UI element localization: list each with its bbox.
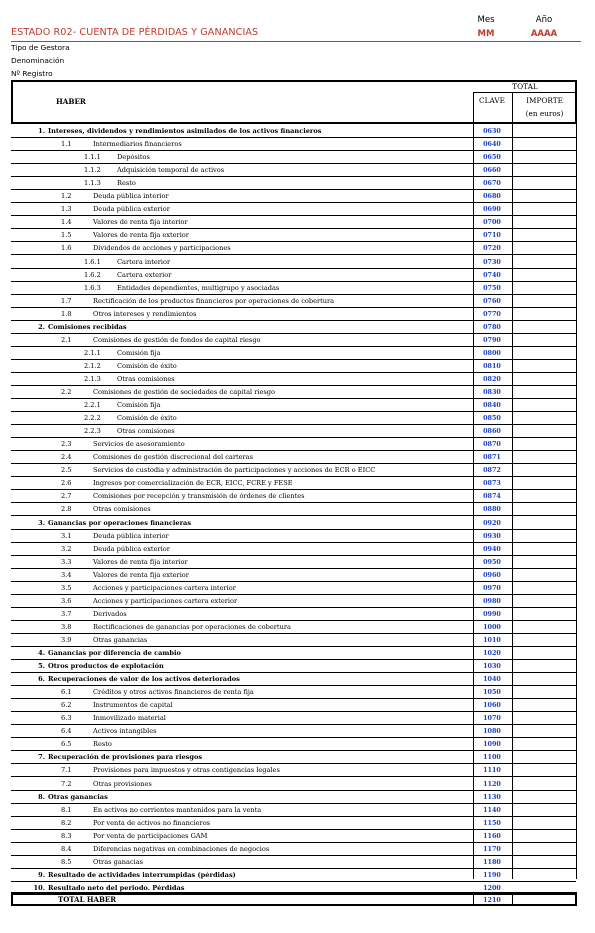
row-number: 2.1.1 (84, 348, 101, 357)
row-label: Adquisición temporal de activos (117, 166, 225, 175)
total-haber-clave: 1210 (483, 896, 501, 904)
row-number: 3.8 (61, 622, 72, 631)
table-row (11, 804, 577, 817)
row-clave: 1020 (483, 649, 501, 657)
ano-label: Año (535, 15, 553, 25)
table-row (11, 712, 577, 725)
row-number: 3.2 (61, 544, 72, 553)
table-row (11, 686, 577, 699)
row-label: Comisiones de gestión de fondos de capital riesgo (93, 335, 261, 344)
row-number: 1.3 (61, 205, 72, 214)
row-label: Otras ganancias (93, 635, 148, 644)
table-row (11, 869, 577, 882)
row-number: 2.5 (61, 466, 72, 475)
haber-header: HABER (56, 97, 86, 106)
row-number: 6.2 (61, 701, 72, 710)
row-clave: 0920 (483, 518, 501, 527)
row-number: 3.1 (61, 531, 72, 540)
row-label: Comisiones por recepción y transmisión de órdenes de clientes (93, 492, 305, 501)
row-number: 3. (38, 518, 45, 527)
row-label: Provisiones para impuestos y otras contigencias legales (93, 766, 280, 775)
row-clave: 1010 (483, 635, 501, 644)
table-row (11, 634, 577, 647)
row-label: Rectificaciones de ganancias por operaciones de cobertura (93, 622, 291, 631)
row-clave: 0780 (483, 322, 501, 331)
row-label: Entidades dependientes, multigrupo y asociadas (117, 283, 280, 292)
row-clave: 1030 (483, 662, 501, 671)
row-number: 2. (38, 322, 45, 331)
table-row (11, 569, 577, 582)
row-clave: 0730 (483, 257, 501, 266)
row-clave: 0860 (483, 427, 501, 436)
row-clave: 0650 (483, 153, 501, 162)
row-clave: 0640 (483, 140, 501, 149)
total-header-rule (473, 92, 577, 93)
row-label: Valores de renta fija exterior (93, 570, 189, 579)
row-label: Servicios de asesoramiento (93, 440, 185, 449)
row-label: Ganancias por operaciones financieras (48, 518, 192, 527)
table-row (11, 203, 577, 216)
row-clave: 0660 (483, 166, 501, 175)
row-label: Deuda pública interior (93, 531, 169, 540)
row-clave: 0950 (483, 557, 501, 566)
row-label: Recuperación de provisiones para riesgos (48, 753, 203, 762)
table-row (11, 725, 577, 738)
table-row (11, 778, 577, 791)
row-number: 3.4 (61, 570, 72, 579)
table-row (11, 503, 577, 516)
row-label: Comisiones de gestión de sociedades de capital riesgo (93, 388, 275, 396)
total-haber-label: TOTAL HABER (58, 895, 117, 904)
importe-unit: (en euros) (525, 109, 564, 118)
row-clave: 1110 (483, 766, 501, 775)
table-row (11, 242, 577, 255)
row-number: 7.1 (61, 766, 72, 775)
table-row (11, 269, 577, 282)
table-row (11, 373, 577, 386)
row-clave: 0850 (483, 414, 501, 423)
row-clave: 1130 (483, 792, 501, 801)
table-row (11, 764, 577, 777)
total-haber-col-right (512, 892, 513, 906)
table-row (11, 295, 577, 308)
row-number: 1.6.2 (84, 270, 101, 279)
row-label: Servicios de custodia y administración de participaciones y acciones de ECR o EICC (93, 466, 376, 475)
row-label: Por venta de participaciones GAM (93, 831, 208, 840)
row-label: Otros intereses y rendimientos (93, 309, 197, 318)
row-number: 1.1.1 (84, 153, 101, 162)
row-label: Otras comisiones (117, 374, 175, 383)
mes-label: Mes (477, 15, 495, 25)
table-row (11, 451, 577, 464)
table-row (11, 477, 577, 490)
table-row (11, 190, 577, 203)
row-number: 2.8 (61, 505, 72, 514)
ano-value: AAAA (530, 29, 558, 39)
table-row (11, 216, 577, 229)
table-row (11, 530, 577, 543)
row-number: 3.6 (61, 596, 72, 605)
row-label: Intereses, dividendos y rendimientos asimilados de los activos financieros (48, 127, 322, 135)
table-row (11, 582, 577, 595)
row-number: 2.2 (61, 388, 72, 396)
row-number: 3.7 (61, 609, 72, 618)
row-clave: 1120 (483, 779, 501, 788)
row-number: 1.1.2 (84, 166, 101, 175)
row-clave: 0690 (483, 205, 501, 214)
table-row (11, 673, 577, 686)
registro-label: Nº Registro (11, 69, 53, 78)
table-row (11, 830, 577, 843)
row-clave: 1000 (483, 622, 501, 631)
row-clave: 1180 (483, 857, 501, 866)
form-title: ESTADO R02- CUENTA DE PÉRDIDAS Y GANANCIAS (11, 27, 259, 38)
row-clave: 0830 (483, 388, 501, 396)
row-label: Valores de renta fija interior (93, 218, 188, 227)
row-label: Créditos y otros activos financieros de renta fija (93, 688, 254, 697)
row-number: 2.1.2 (84, 361, 101, 370)
row-number: 2.1 (61, 335, 72, 344)
row-clave: 0710 (483, 231, 501, 240)
table-row (11, 360, 577, 373)
row-clave: 0873 (483, 479, 501, 488)
row-clave: 0750 (483, 283, 501, 292)
table-row (11, 334, 577, 347)
row-label: Valores de renta fija interior (93, 557, 188, 566)
table-row (11, 517, 577, 530)
row-clave: 0800 (483, 348, 501, 357)
table-row (11, 608, 577, 621)
row-number: 2.2.2 (84, 414, 101, 423)
row-clave: 0980 (483, 596, 501, 605)
row-clave: 1040 (483, 675, 501, 684)
row-number: 1.5 (61, 231, 72, 240)
row-number: 8. (38, 792, 45, 801)
table-row (11, 791, 577, 804)
row-clave: 0872 (483, 466, 501, 475)
row-number: 2.4 (61, 453, 72, 462)
row-clave: 1080 (483, 727, 501, 736)
row-label: Dividendos de acciones y participaciones (93, 244, 231, 253)
row-clave: 0630 (483, 127, 501, 135)
row-label: Resultado de actividades interrumpidas (pérdidas) (48, 870, 236, 879)
row-number: 3.5 (61, 583, 72, 592)
table-row (11, 412, 577, 425)
table-row (11, 425, 577, 438)
table-row (11, 282, 577, 295)
row-number: 1.6 (61, 244, 72, 253)
importe-header: IMPORTE (526, 96, 563, 105)
row-number: 1.6.1 (84, 257, 101, 266)
row-label: Acciones y participaciones cartera exterior (93, 596, 238, 605)
row-clave: 0810 (483, 361, 501, 370)
row-clave: 0871 (483, 453, 501, 462)
row-label: Comisión fija (117, 401, 161, 410)
tipo-gestora-label: Tipo de Gestora (11, 43, 70, 52)
row-number: 3.3 (61, 557, 72, 566)
row-label: Comisión fija (117, 348, 161, 357)
row-label: Cartera interior (117, 257, 171, 266)
row-clave: 0870 (483, 440, 501, 449)
row-clave: 1140 (483, 805, 501, 814)
row-number: 8.1 (61, 805, 72, 814)
row-clave: 1050 (483, 688, 501, 697)
row-number: 1.6.3 (84, 283, 101, 292)
row-label: Resto (93, 740, 112, 749)
row-number: 2.6 (61, 479, 72, 488)
row-clave: 1070 (483, 714, 501, 723)
row-label: Activos intangibles (93, 727, 157, 736)
row-clave: 1150 (483, 818, 501, 827)
row-number: 1.8 (61, 309, 72, 318)
row-clave: 1170 (483, 844, 501, 853)
table-row (11, 438, 577, 451)
row-number: 8.2 (61, 818, 72, 827)
row-clave: 0770 (483, 309, 501, 318)
row-clave: 0930 (483, 531, 501, 540)
row-clave: 0680 (483, 192, 501, 201)
row-clave: 1160 (483, 831, 501, 840)
row-label: Resto (117, 179, 136, 188)
row-number: 1.1 (61, 140, 72, 149)
table-row (11, 347, 577, 360)
row-number: 6.5 (61, 740, 72, 749)
row-label: Intermediarios financieros (93, 140, 182, 149)
row-number: 9. (38, 870, 45, 879)
row-number: 1.2 (61, 192, 72, 201)
table-row (11, 151, 577, 164)
row-number: 3.9 (61, 635, 72, 644)
row-clave: 0940 (483, 544, 501, 553)
row-label: Otros productos de explotación (48, 662, 164, 671)
row-clave: 0990 (483, 609, 501, 618)
row-label: Deuda pública interior (93, 192, 169, 201)
row-number: 1.4 (61, 218, 72, 227)
row-label: Acciones y participaciones cartera interior (93, 583, 236, 592)
row-label: Comisiones de gestión discrecional del carteras (93, 453, 254, 462)
row-label: Deuda pública exterior (93, 544, 170, 553)
table-row (11, 751, 577, 764)
table-row (11, 856, 577, 869)
row-clave: 0790 (483, 335, 501, 344)
table-row (11, 464, 577, 477)
row-number: 6. (38, 675, 45, 684)
row-number: 8.3 (61, 831, 72, 840)
row-clave: 0760 (483, 296, 501, 305)
row-label: Ganancias por diferencia de cambio (48, 649, 181, 657)
row-label: Ingresos por comercialización de ECR, EICC, FCRE y FESE (93, 479, 293, 488)
row-label: Otras provisiones (93, 779, 152, 788)
row-clave: 0700 (483, 218, 501, 227)
table-row (11, 177, 577, 190)
mes-value: MM (477, 29, 495, 39)
row-label: Comisión de éxito (117, 414, 177, 423)
row-label: Otras comisiones (117, 427, 175, 436)
denominacion-label: Denominación (11, 56, 65, 65)
row-number: 7. (38, 753, 45, 762)
row-number: 1.1.3 (84, 179, 101, 188)
row-clave: 0874 (483, 492, 501, 501)
row-number: 5. (38, 662, 45, 671)
row-number: 1.7 (61, 296, 72, 305)
row-number: 2.1.3 (84, 374, 101, 383)
table-row (11, 229, 577, 242)
clave-header: CLAVE (479, 96, 505, 105)
table-row (11, 738, 577, 751)
row-number: 4. (38, 649, 45, 657)
table-row (11, 256, 577, 269)
row-clave: 0740 (483, 270, 501, 279)
row-label: Comisión de éxito (117, 361, 177, 370)
row-clave: 1100 (483, 753, 501, 762)
row-label: Inmovilizado material (93, 714, 166, 723)
row-label: Valores de renta fija exterior (93, 231, 189, 240)
row-number: 8.5 (61, 857, 72, 866)
table-row (11, 843, 577, 856)
table-row (11, 321, 577, 334)
table-row (11, 138, 577, 151)
table-row (11, 647, 577, 660)
row-clave: 1190 (483, 870, 501, 879)
row-label: Derivados (93, 609, 127, 618)
table-row (11, 490, 577, 503)
row-clave: 0720 (483, 244, 501, 253)
total-header: TOTAL (512, 82, 538, 91)
row-number: 1. (38, 127, 45, 135)
row-number: 10. (33, 883, 45, 892)
row-label: Por venta de activos no financieros (93, 818, 211, 827)
table-row (11, 595, 577, 608)
row-label: Otras comisiones (93, 505, 151, 514)
row-clave: 0670 (483, 179, 501, 188)
row-label: Comisiones recibidas (48, 322, 127, 331)
row-clave: 1200 (483, 883, 501, 892)
table-row (11, 699, 577, 712)
row-number: 2.2.1 (84, 401, 101, 410)
table-row (11, 621, 577, 634)
row-label: En activos no corrientes mantenidos para la venta (93, 805, 262, 814)
row-clave: 0820 (483, 374, 501, 383)
row-clave: 1060 (483, 701, 501, 710)
row-label: Otras ganancias (48, 792, 108, 801)
row-number: 6.3 (61, 714, 72, 723)
row-clave: 0970 (483, 583, 501, 592)
row-number: 6.4 (61, 727, 72, 736)
row-number: 7.2 (61, 779, 72, 788)
row-label: Otras ganacias (93, 857, 144, 866)
row-label: Depósitos (117, 153, 150, 162)
row-label: Cartera exterior (117, 270, 172, 279)
row-number: 6.1 (61, 688, 72, 697)
row-clave: 0880 (483, 505, 501, 514)
row-clave: 1090 (483, 740, 501, 749)
table-row (11, 164, 577, 177)
row-number: 2.7 (61, 492, 72, 501)
table-row (11, 386, 577, 399)
row-clave: 0840 (483, 401, 501, 410)
table-row (11, 399, 577, 412)
row-number: 2.3 (61, 440, 72, 449)
row-label: Recuperaciones de valor de los activos deteriorados (48, 675, 240, 684)
title-rule (11, 41, 581, 42)
row-number: 8.4 (61, 844, 72, 853)
table-row (11, 817, 577, 830)
table-row (11, 308, 577, 321)
row-label: Resultado neto del periodo. Pérdidas (48, 883, 185, 892)
row-number: 2.2.3 (84, 427, 101, 436)
row-label: Diferencias negativas en combinaciones de negocios (93, 844, 270, 853)
table-row (11, 125, 577, 138)
table-row (11, 556, 577, 569)
table-row (11, 660, 577, 673)
row-label: Deuda pública exterior (93, 205, 170, 214)
row-clave: 0960 (483, 570, 501, 579)
row-label: Rectificación de los productos financieros por operaciones de cobertura (93, 296, 335, 305)
table-row (11, 543, 577, 556)
row-label: Instrumentos de capital (93, 701, 173, 710)
